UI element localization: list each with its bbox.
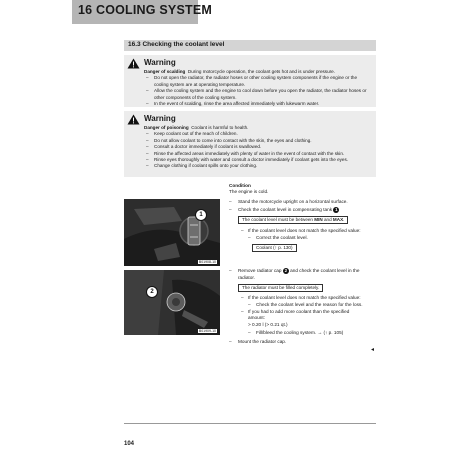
substep-bullet: – — [241, 295, 244, 300]
spec-box-coolant-ref: Coolant (↑ p. 130) — [252, 244, 297, 252]
substep-bullet: – — [241, 228, 244, 233]
spec-box-text: The coolant level must be between — [242, 217, 315, 222]
substep-bullet: – — [248, 302, 251, 307]
warning-item: – Keep coolant out of the reach of children. — [144, 131, 372, 137]
warning-box-scalding — [124, 55, 376, 107]
step-remove-cap-cont: radiator. — [238, 275, 255, 280]
warning-item: – Rinse eyes thoroughly with water and consult a doctor immediately if coolant gets into the eyes. — [144, 157, 372, 163]
warning-lead-text: Coolant is harmful to health. — [191, 125, 249, 130]
callout-1: 1 — [195, 209, 207, 221]
warning-item: – Do not open the radiator, the radiator hoses or other cooling system components if the engine or the cooling system are at operating temperature. — [144, 75, 372, 88]
substep-bullet: – — [248, 235, 251, 240]
warning-heading: Warning — [144, 114, 176, 123]
condition-label: Condition — [229, 183, 251, 188]
spec-box-coolant-level — [238, 216, 348, 224]
step-mount-cap: Mount the radiator cap. — [238, 339, 287, 344]
substep-check-loss: Check the coolant level and the reason for the loss. — [256, 302, 363, 307]
photo-caption: B01908-10 — [198, 260, 216, 264]
spec-amount: > 0.20 l (> 0.21 qt.) — [248, 322, 288, 327]
spec-end: . — [343, 217, 345, 222]
warning-box-poisoning — [124, 111, 376, 177]
step-check-tank-text: Check the coolant level in compensating tank — [238, 207, 333, 213]
page-number: 104 — [124, 441, 135, 447]
warning-lead-bold: Danger of scalding — [144, 69, 186, 74]
substep-if-added-cont: amount: — [248, 315, 265, 320]
photo-compensating-tank — [124, 199, 220, 266]
substep-if-mismatch: If the coolant level does not match the specified value: — [248, 228, 361, 233]
photo-illustration — [124, 199, 220, 266]
substep-bullet: – — [248, 330, 251, 335]
warning-item: – Allow the cooling system and the engine to cool down before you open the radiator, the radiator hoses or other components of the cooling system. — [144, 88, 372, 101]
step-remove-cap-text: Remove radiator cap — [238, 268, 282, 274]
substep-bullet: – — [241, 309, 244, 314]
step-dash: – — [229, 207, 232, 212]
warning-heading: Warning — [144, 58, 176, 67]
callout-ref-1: 1 — [335, 207, 338, 212]
spec-and: and — [322, 217, 333, 222]
substep-if-mismatch-2: If the coolant level does not match the specified value: — [248, 295, 361, 300]
callout-2: 2 — [146, 286, 158, 298]
step-remove-cap-text2: and check the coolant level in the — [290, 268, 360, 274]
warning-triangle-icon — [127, 58, 140, 69]
warning-item: – In the event of scalding, rinse the area affected immediately with lukewarm water. — [144, 101, 372, 107]
warning-item: – Consult a doctor immediately if coolant is swallowed. — [144, 144, 372, 150]
section-title: 16.3 Checking the coolant level — [128, 41, 225, 48]
warning-item: – Rinse the affected areas immediately with plenty of water in the event of contact with the skin. — [144, 151, 372, 157]
chapter-title: 16 COOLING SYSTEM — [78, 3, 212, 17]
step-check-tank — [238, 207, 339, 213]
warning-item: – Do not allow coolant to come into contact with the skin, the eyes and clothing. — [144, 138, 372, 144]
photo-illustration — [124, 270, 220, 335]
condition-text: The engine is cold. — [229, 189, 269, 194]
step-dash: – — [229, 268, 232, 273]
warning-lead-bold: Danger of poisoning — [144, 125, 189, 130]
photo-caption: B01909-10 — [198, 329, 216, 333]
step-dash: – — [229, 339, 232, 344]
footer-rule — [124, 423, 376, 424]
warning-lead-text: During motorcycle operation, the coolant gets hot and is under pressure. — [187, 69, 336, 74]
warning-body — [144, 69, 372, 107]
spec-min: MIN — [314, 217, 323, 222]
spec-max: MAX — [332, 217, 344, 222]
step-stand-motorcycle: Stand the motorcycle upright on a horizontal surface. — [238, 199, 348, 204]
warning-triangle-icon — [127, 114, 140, 125]
step-dash: – — [229, 199, 232, 204]
callout-ref-2: 2 — [284, 268, 288, 273]
end-marker: ◂ — [371, 347, 375, 353]
photo-radiator-cap — [124, 270, 220, 335]
spec-box-radiator-full: The radiator must be filled completely. — [238, 284, 323, 292]
warning-body — [144, 125, 372, 170]
substep-fill-bleed: Fill/bleed the cooling system. → (↑ p. 105) — [256, 330, 344, 335]
warning-item: – Change clothing if coolant spills onto your clothing. — [144, 163, 372, 169]
substep-correct-level: Correct the coolant level. — [256, 235, 308, 240]
step-remove-cap — [238, 268, 359, 274]
substep-if-added: If you had to add more coolant than the specified — [248, 309, 350, 314]
